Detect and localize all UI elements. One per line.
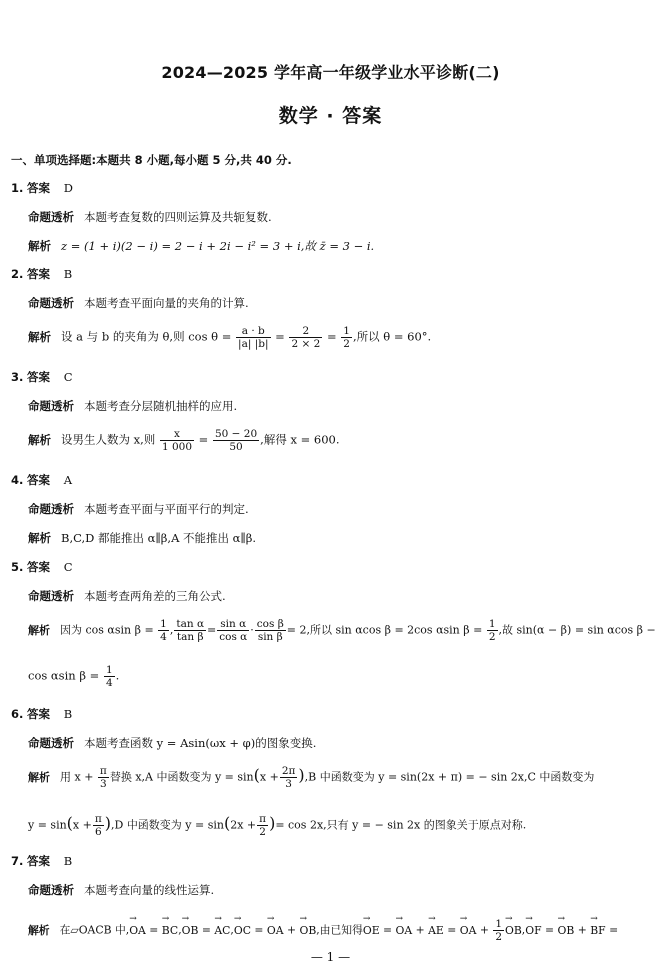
section-heading: 一、单项选择题:本题共 8 小题,每小题 5 分,共 40 分. [11, 153, 292, 167]
intent-label: 命题透析 [28, 399, 74, 413]
q1-analysis: z = (1 + i)(2 − i) = 2 − i + 2i − i² = 3 + i,故 z̄ = 3 − i. [61, 239, 375, 253]
q6-fraction-1: $\frac{\pi}{3}$ [99, 765, 107, 790]
q3-analysis-line: 解析 设男生人数为 x,则 $\frac{x}{1 000}$ = $\frac{50 - 20}{50}$ ,解得 x = 600. [28, 428, 340, 453]
q3-answer: C [63, 370, 73, 384]
page-number: — 1 — [310, 950, 351, 964]
answer-label: 答案 [27, 181, 51, 195]
intent-label: 命题透析 [28, 589, 74, 603]
q3-fraction-2: $\frac{50 - 20}{50}$ [214, 428, 258, 453]
q5-intent: 本题考查两角差的三角公式. [84, 589, 226, 603]
q2-intent: 本题考查平面向量的夹角的计算. [84, 296, 249, 310]
q1-intent-line [28, 209, 272, 225]
q4-analysis-line [28, 530, 256, 546]
q4-intent-line [28, 501, 249, 517]
intent-label: 命题透析 [28, 296, 74, 310]
q2-number: 2. [11, 267, 24, 281]
q6-fraction-3: $\frac{\pi}{6}$ [94, 813, 102, 838]
q6-answer: B [63, 707, 73, 721]
q7-answer-line [11, 853, 72, 869]
q1-analysis-line [28, 238, 374, 254]
q7-number: 7. [11, 854, 24, 868]
q5-fraction-2: $\frac{\text{tan α}}{\text{tan β}}$ [176, 618, 205, 643]
q5-number: 5. [11, 560, 24, 574]
intent-label: 命题透析 [28, 883, 74, 897]
answer-label: 答案 [27, 473, 51, 487]
q6-answer-line [11, 706, 72, 722]
intent-label: 命题透析 [28, 210, 74, 224]
q2-answer: B [63, 267, 73, 281]
q5-fraction-4: $\frac{\text{cos β}}{\text{sin β}}$ [256, 618, 284, 643]
q4-answer: A [63, 473, 72, 487]
q2-fraction-3: $\frac{1}{2}$ [343, 325, 350, 350]
q2-analysis-pre: 设 a 与 b 的夹角为 θ,则 cos θ = [61, 329, 232, 344]
q5-intent-line [28, 588, 226, 604]
q2-answer-line [11, 266, 72, 282]
q4-analysis: B,C,D 都能推出 α∥β,A 不能推出 α∥β. [61, 531, 257, 545]
q6-intent: 本题考查函数 y = Asin(ωx + φ)的图象变换. [84, 736, 317, 750]
answer-label: 答案 [27, 267, 51, 281]
q1-answer-line [11, 180, 73, 196]
q6-analysis-line: 解析 用 x + $\frac{\pi}{3}$ 替换 x,A 中函数变为 y = sin(x + $\frac{2\pi}{3}$ ),B 中函数变为 y = sin(2x + π) = − sin 2x,C 中函数变为 [28, 765, 595, 790]
q4-answer-line [11, 472, 72, 488]
q3-analysis-post: ,解得 x = 600. [260, 432, 340, 447]
q5-fraction-1: $\frac{1}{4}$ [160, 618, 167, 643]
q3-intent-line [28, 398, 237, 414]
q2-intent-line [28, 295, 249, 311]
intent-label: 命题透析 [28, 502, 74, 516]
q3-number: 3. [11, 370, 24, 384]
q5-fraction-3: $\frac{\text{sin α}}{\text{cos α}}$ [219, 618, 248, 643]
q5-analysis-line-2: cos αsin β = $\frac{1}{4}$ . [28, 664, 120, 689]
q6-number: 6. [11, 707, 24, 721]
analysis-label: 解析 [28, 329, 51, 344]
q3-answer-line [11, 369, 73, 385]
q1-intent: 本题考查复数的四则运算及共轭复数. [84, 210, 272, 224]
q5-analysis-line: 解析 因为 cos αsin β = $\frac{1}{4}$ , $\frac{\text{tan α}}{\text{tan β}}$ = $\frac{\text{sin α}}{\text{cos α}}$ · $\frac{\text{cos β}}{\text{sin β}}$ = 2,所以 sin αcos β = 2cos αsin β = $\frac{1}{2}$ ,故 sin(α − β) = sin αcos β − [28, 618, 656, 643]
q3-analysis-pre: 设男生人数为 x,则 [61, 432, 156, 447]
q6-intent-line [28, 735, 316, 751]
q2-fraction-1: $\frac{a \cdot b}{|a| |b|}$ [238, 325, 269, 350]
analysis-label: 解析 [28, 923, 50, 937]
q7-intent: 本题考查向量的线性运算. [84, 883, 215, 897]
q4-intent: 本题考查平面与平面平行的判定. [84, 502, 249, 516]
q5-fraction-5: $\frac{1}{2}$ [488, 618, 496, 643]
answer-label: 答案 [27, 707, 51, 721]
q1-answer: D [63, 181, 73, 195]
q2-analysis-line: 解析 设 a 与 b 的夹角为 θ,则 cos θ = $\frac{a \cdot b}{|a| |b|}$ = $\frac{2}{2 \times 2}$ = $\frac{1}{2}$ ,所以 θ = 60°. [28, 325, 432, 350]
q7-fraction-1: $\frac{1}{2}$ [495, 918, 502, 943]
q1-number: 1. [11, 181, 24, 195]
analysis-label: 解析 [28, 531, 51, 545]
q2-analysis-post: ,所以 θ = 60°. [352, 329, 432, 344]
q5-answer-line [11, 559, 73, 575]
q4-number: 4. [11, 473, 24, 487]
analysis-label: 解析 [28, 623, 50, 637]
q3-fraction-1: $\frac{x}{1 000}$ [161, 428, 193, 453]
answer-label: 答案 [27, 560, 51, 574]
q6-fraction-2: $\frac{2\pi}{3}$ [281, 765, 296, 790]
q3-intent: 本题考查分层随机抽样的应用. [84, 399, 238, 413]
q6-analysis-line-2: y = sin(x + $\frac{\pi}{6}$ ),D 中函数变为 y = sin(2x + $\frac{\pi}{2}$ )= cos 2x,只有 y = − sin 2x 的图象关于原点对称. [28, 813, 527, 838]
answer-label: 答案 [27, 370, 51, 384]
analysis-label: 解析 [28, 432, 51, 447]
q7-intent-line [28, 882, 214, 898]
analysis-label: 解析 [28, 770, 50, 784]
q7-analysis-line: 解析 在▱OACB 中,→ OA = → BC,→ OB = → AC,→ OC = → OA + → OB,由已知得→ OE = → OA + → AE = → OA + $\frac{1}{2}$ → OB,→ OF = → OB + → BF = [28, 918, 618, 943]
q2-fraction-2: $\frac{2}{2 \times 2}$ [291, 325, 321, 350]
q5-answer: C [63, 560, 73, 574]
page-subtitle: 数学 · 答案 [278, 105, 383, 127]
answer-label: 答案 [27, 854, 51, 868]
page-title: 2024—2025 学年高一年级学业水平诊断(二) [161, 63, 500, 82]
intent-label: 命题透析 [28, 736, 74, 750]
q6-fraction-4: $\frac{\pi}{2}$ [259, 813, 267, 838]
q7-answer: B [63, 854, 73, 868]
analysis-label: 解析 [28, 239, 51, 253]
q5-fraction-6: $\frac{1}{4}$ [105, 664, 113, 689]
